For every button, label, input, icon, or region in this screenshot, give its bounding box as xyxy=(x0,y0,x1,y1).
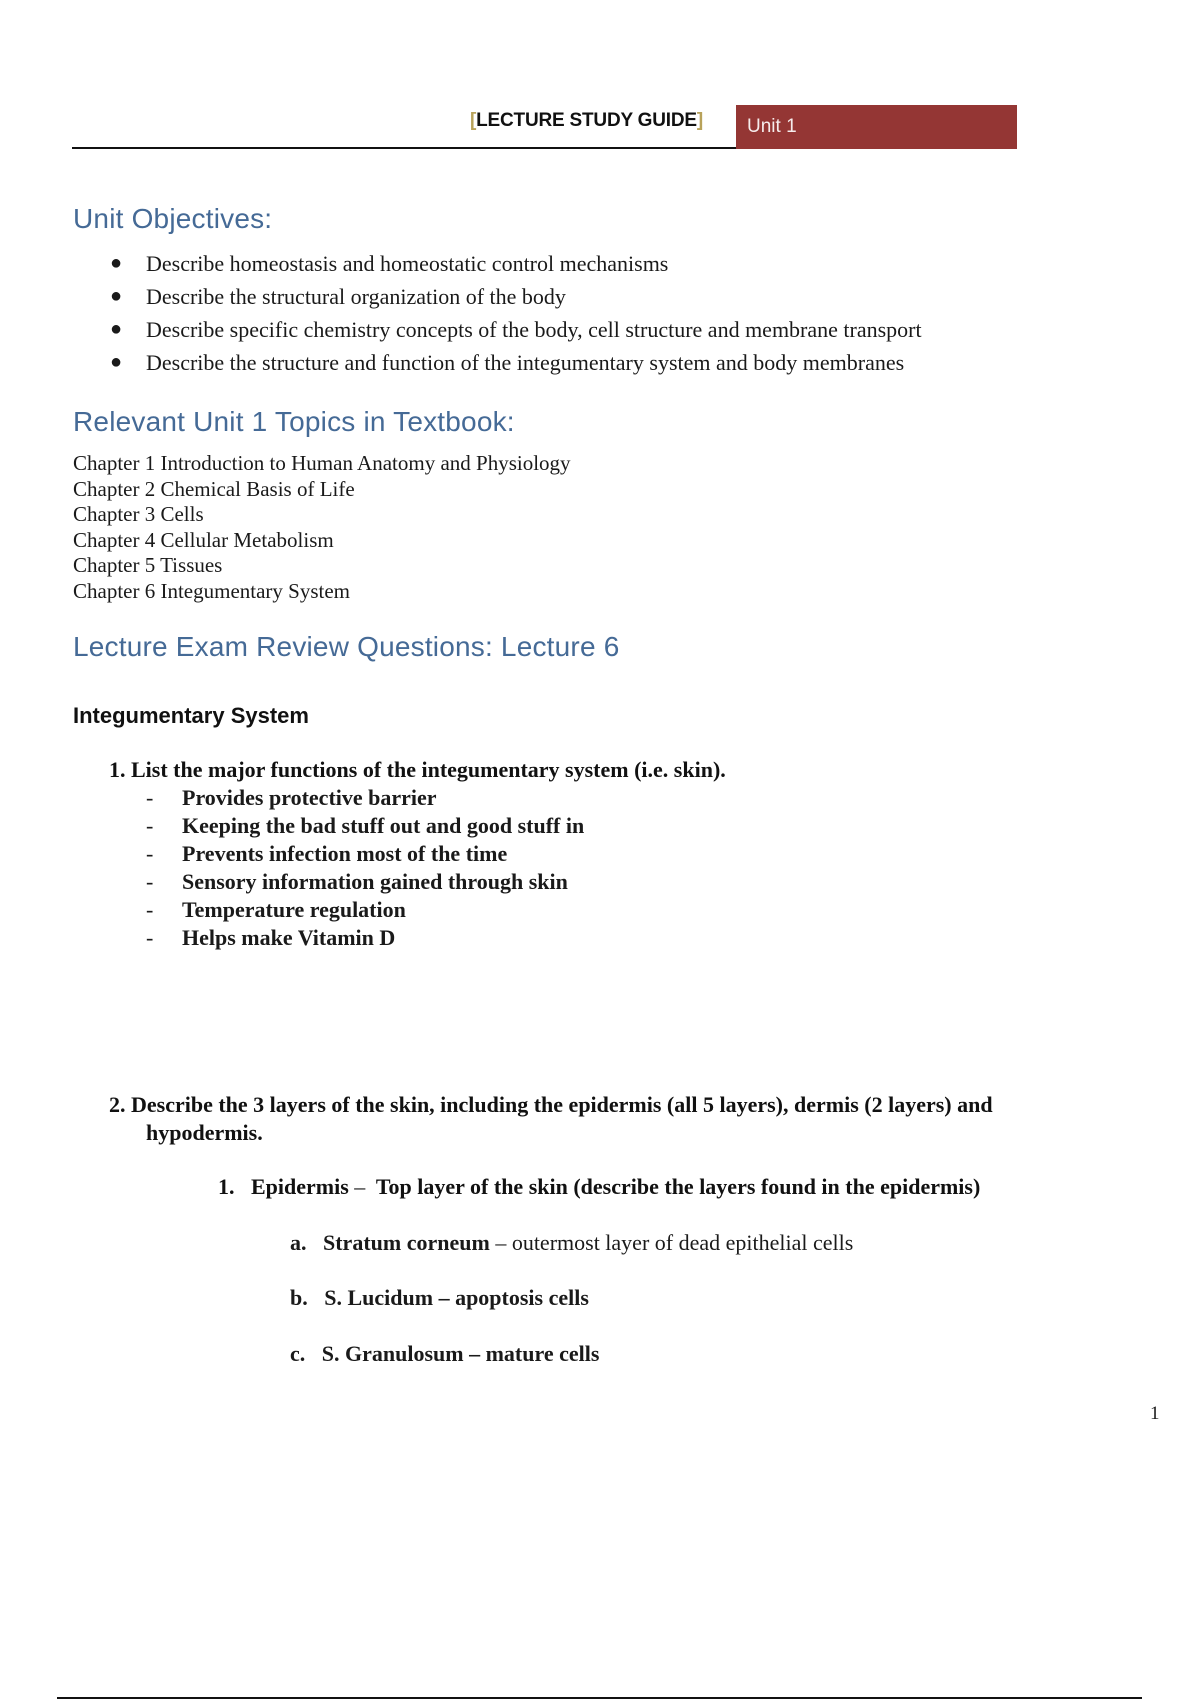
layer-term: S. Lucidum – apoptosis cells xyxy=(324,1285,589,1310)
bullet-icon: ● xyxy=(110,351,123,373)
epidermis-layer-b xyxy=(290,1285,589,1311)
objective-item xyxy=(110,247,922,280)
answer-item xyxy=(146,924,584,952)
objective-item xyxy=(110,280,922,313)
objectives-list xyxy=(110,247,922,379)
objective-item-text: Describe the structural organization of the body xyxy=(146,284,566,309)
chapter-list xyxy=(73,451,571,604)
header-rule xyxy=(72,147,736,149)
bullet-icon: ● xyxy=(110,318,123,340)
review-heading: Lecture Exam Review Questions: Lecture 6 xyxy=(73,631,620,662)
chapter-item: Chapter 5 Tissues xyxy=(73,553,223,577)
answer-item-text: Provides protective barrier xyxy=(182,785,437,810)
answer-item xyxy=(146,840,584,868)
footer-rule xyxy=(57,1697,1142,1699)
answer-item xyxy=(146,784,584,812)
objective-item-text: Describe the structure and function of the integumentary system and body membranes xyxy=(146,350,905,375)
objective-item xyxy=(110,313,922,346)
dash-icon: - xyxy=(146,897,154,922)
answer-item-text: Helps make Vitamin D xyxy=(182,925,396,950)
dash-icon: - xyxy=(146,841,154,866)
section-title: Integumentary System xyxy=(73,703,309,728)
answer-item xyxy=(146,896,584,924)
question-2-line-2: hypodermis. xyxy=(146,1120,263,1145)
epidermis-separator: – xyxy=(354,1174,366,1199)
objective-item xyxy=(110,346,922,379)
answer-item-text: Temperature regulation xyxy=(182,897,406,922)
epidermis-term: Epidermis xyxy=(251,1174,349,1199)
answer-item xyxy=(146,868,584,896)
answer-item xyxy=(146,812,585,840)
layer-letter: a. xyxy=(290,1230,307,1255)
layer-term: S. Granulosum – mature cells xyxy=(321,1341,600,1366)
document-header-title xyxy=(470,110,703,132)
dash-icon: - xyxy=(146,785,154,810)
answer-item-text: Prevents infection most of the time xyxy=(182,841,508,866)
chapter-item: Chapter 6 Integumentary System xyxy=(73,578,351,603)
header-open-bracket: [ xyxy=(470,110,477,131)
dash-icon: - xyxy=(146,869,154,894)
epidermis-heading xyxy=(218,1174,980,1200)
dash-icon: - xyxy=(146,925,154,950)
epidermis-layer-c xyxy=(290,1341,599,1367)
question-2-line-1: 2. Describe the 3 layers of the skin, including the epidermis (all 5 layers), dermis (2 layers) and xyxy=(109,1092,993,1117)
objectives-heading: Unit Objectives: xyxy=(73,203,273,234)
header-close-bracket: ] xyxy=(696,110,703,131)
layer-description: – outermost layer of dead epithelial cells xyxy=(495,1230,854,1255)
answer-item-text: Keeping the bad stuff out and good stuff in xyxy=(182,813,585,838)
page-number: 1 xyxy=(1150,1403,1160,1424)
chapter-item: Chapter 2 Chemical Basis of Life xyxy=(73,476,355,501)
epidermis-number: 1. xyxy=(218,1174,235,1199)
epidermis-layer-a xyxy=(290,1230,853,1256)
dash-icon: - xyxy=(146,813,154,838)
chapter-item: Chapter 3 Cells xyxy=(73,502,204,526)
bullet-icon: ● xyxy=(110,252,123,274)
chapter-item: Chapter 4 Cellular Metabolism xyxy=(73,527,334,552)
unit-tag: Unit 1 xyxy=(736,105,1017,149)
header-title-text: LECTURE STUDY GUIDE xyxy=(476,110,697,131)
question-1: 1. List the major functions of the integumentary system (i.e. skin). xyxy=(109,757,726,782)
answer-item-text: Sensory information gained through skin xyxy=(182,869,568,894)
epidermis-description: Top layer of the skin (describe the layers found in the epidermis) xyxy=(375,1174,981,1199)
question-1-answers xyxy=(146,784,585,952)
bullet-icon: ● xyxy=(110,285,123,307)
objective-item-text: Describe homeostasis and homeostatic control mechanisms xyxy=(146,251,669,276)
topics-heading: Relevant Unit 1 Topics in Textbook: xyxy=(73,406,515,437)
layer-letter: c. xyxy=(290,1341,306,1366)
layer-term: Stratum corneum xyxy=(323,1230,490,1255)
chapter-item: Chapter 1 Introduction to Human Anatomy and Physiology xyxy=(73,451,571,475)
layer-letter: b. xyxy=(290,1285,308,1310)
objective-item-text: Describe specific chemistry concepts of the body, cell structure and membrane transport xyxy=(146,317,922,342)
